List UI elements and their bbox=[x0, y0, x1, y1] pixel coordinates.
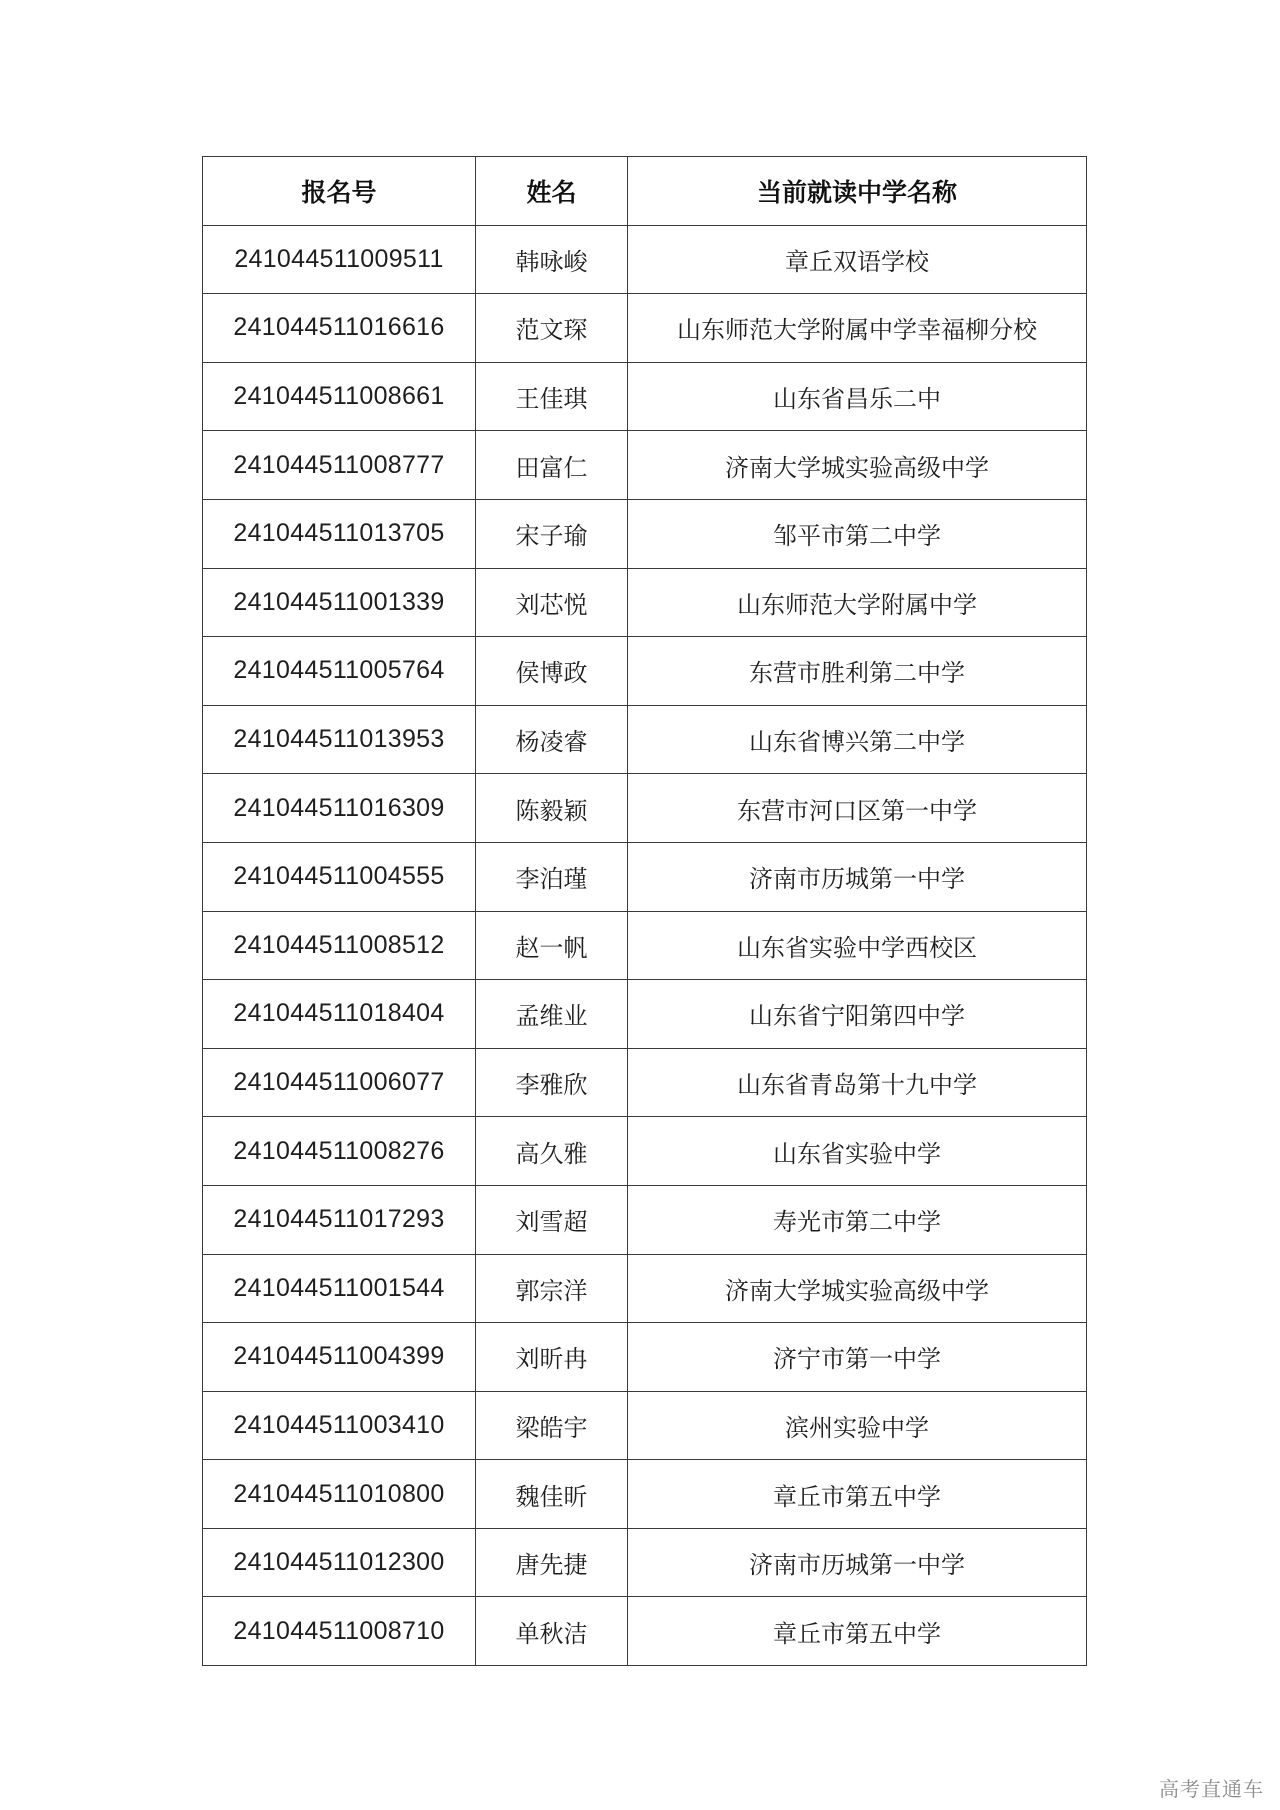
school-name-cell: 山东省昌乐二中 bbox=[628, 362, 1087, 431]
watermark-text: 高考直通车 bbox=[1159, 1777, 1264, 1801]
student-name-cell: 范文琛 bbox=[476, 294, 628, 363]
school-name-cell: 济南大学城实验高级中学 bbox=[628, 431, 1087, 500]
student-name-cell: 王佳琪 bbox=[476, 362, 628, 431]
table-row bbox=[203, 1460, 1087, 1529]
student-name-cell: 孟维业 bbox=[476, 980, 628, 1049]
student-name-cell: 郭宗洋 bbox=[476, 1254, 628, 1323]
student-name-cell: 单秋洁 bbox=[476, 1597, 628, 1666]
registration-number-cell: 241044511003410 bbox=[203, 1391, 476, 1460]
table-row bbox=[203, 980, 1087, 1049]
registration-number-cell: 241044511012300 bbox=[203, 1528, 476, 1597]
registration-number-cell: 241044511004399 bbox=[203, 1323, 476, 1392]
header-name: 姓名 bbox=[476, 157, 628, 226]
student-name-cell: 韩咏峻 bbox=[476, 225, 628, 294]
school-name-cell: 章丘双语学校 bbox=[628, 225, 1087, 294]
header-registration-number: 报名号 bbox=[203, 157, 476, 226]
table-row bbox=[203, 568, 1087, 637]
student-name-cell: 魏佳昕 bbox=[476, 1460, 628, 1529]
table-row bbox=[203, 1117, 1087, 1186]
school-name-cell: 东营市河口区第一中学 bbox=[628, 774, 1087, 843]
registration-number-cell: 241044511008512 bbox=[203, 911, 476, 980]
registration-number-cell: 241044511001544 bbox=[203, 1254, 476, 1323]
registration-number-cell: 241044511005764 bbox=[203, 637, 476, 706]
student-name-cell: 陈毅颖 bbox=[476, 774, 628, 843]
school-name-cell: 山东省实验中学 bbox=[628, 1117, 1087, 1186]
school-name-cell: 济南市历城第一中学 bbox=[628, 1528, 1087, 1597]
table-body bbox=[203, 225, 1087, 1665]
table-row bbox=[203, 362, 1087, 431]
header-school-name: 当前就读中学名称 bbox=[628, 157, 1087, 226]
table-row bbox=[203, 1048, 1087, 1117]
table-row bbox=[203, 774, 1087, 843]
table-row bbox=[203, 1597, 1087, 1666]
registration-number-cell: 241044511001339 bbox=[203, 568, 476, 637]
student-name-cell: 李雅欣 bbox=[476, 1048, 628, 1117]
student-name-cell: 宋子瑜 bbox=[476, 499, 628, 568]
registration-number-cell: 241044511018404 bbox=[203, 980, 476, 1049]
table-row bbox=[203, 499, 1087, 568]
registration-number-cell: 241044511010800 bbox=[203, 1460, 476, 1529]
school-name-cell: 山东省宁阳第四中学 bbox=[628, 980, 1087, 1049]
school-name-cell: 济南大学城实验高级中学 bbox=[628, 1254, 1087, 1323]
registration-number-cell: 241044511009511 bbox=[203, 225, 476, 294]
school-name-cell: 山东省青岛第十九中学 bbox=[628, 1048, 1087, 1117]
table-header-row bbox=[203, 157, 1087, 226]
school-name-cell: 章丘市第五中学 bbox=[628, 1460, 1087, 1529]
registration-number-cell: 241044511016616 bbox=[203, 294, 476, 363]
student-name-cell: 杨凌睿 bbox=[476, 705, 628, 774]
table-row bbox=[203, 1254, 1087, 1323]
table-row bbox=[203, 705, 1087, 774]
table-header bbox=[203, 157, 1087, 226]
school-name-cell: 山东省实验中学西校区 bbox=[628, 911, 1087, 980]
student-name-cell: 唐先捷 bbox=[476, 1528, 628, 1597]
table-row bbox=[203, 1528, 1087, 1597]
table-row bbox=[203, 431, 1087, 500]
registration-number-cell: 241044511008710 bbox=[203, 1597, 476, 1666]
school-name-cell: 章丘市第五中学 bbox=[628, 1597, 1087, 1666]
student-name-cell: 侯博政 bbox=[476, 637, 628, 706]
student-name-cell: 刘昕冉 bbox=[476, 1323, 628, 1392]
student-name-cell: 赵一帆 bbox=[476, 911, 628, 980]
table-row bbox=[203, 225, 1087, 294]
registration-number-cell: 241044511008777 bbox=[203, 431, 476, 500]
registration-number-cell: 241044511013953 bbox=[203, 705, 476, 774]
table-row bbox=[203, 1391, 1087, 1460]
school-name-cell: 山东师范大学附属中学 bbox=[628, 568, 1087, 637]
registration-number-cell: 241044511004555 bbox=[203, 842, 476, 911]
table-row bbox=[203, 842, 1087, 911]
student-name-cell: 田富仁 bbox=[476, 431, 628, 500]
table-row bbox=[203, 1323, 1087, 1392]
registration-number-cell: 241044511017293 bbox=[203, 1185, 476, 1254]
school-name-cell: 济南市历城第一中学 bbox=[628, 842, 1087, 911]
student-name-cell: 刘雪超 bbox=[476, 1185, 628, 1254]
student-name-cell: 刘芯悦 bbox=[476, 568, 628, 637]
table-row bbox=[203, 637, 1087, 706]
school-name-cell: 东营市胜利第二中学 bbox=[628, 637, 1087, 706]
table-row bbox=[203, 911, 1087, 980]
registration-number-cell: 241044511016309 bbox=[203, 774, 476, 843]
registration-number-cell: 241044511008276 bbox=[203, 1117, 476, 1186]
school-name-cell: 邹平市第二中学 bbox=[628, 499, 1087, 568]
table-row bbox=[203, 294, 1087, 363]
admission-list-table bbox=[202, 156, 1087, 1666]
student-name-cell: 李泊瑾 bbox=[476, 842, 628, 911]
school-name-cell: 滨州实验中学 bbox=[628, 1391, 1087, 1460]
school-name-cell: 济宁市第一中学 bbox=[628, 1323, 1087, 1392]
school-name-cell: 山东省博兴第二中学 bbox=[628, 705, 1087, 774]
registration-number-cell: 241044511013705 bbox=[203, 499, 476, 568]
school-name-cell: 寿光市第二中学 bbox=[628, 1185, 1087, 1254]
school-name-cell: 山东师范大学附属中学幸福柳分校 bbox=[628, 294, 1087, 363]
table-row bbox=[203, 1185, 1087, 1254]
student-name-cell: 梁皓宇 bbox=[476, 1391, 628, 1460]
registration-number-cell: 241044511008661 bbox=[203, 362, 476, 431]
student-name-cell: 高久雅 bbox=[476, 1117, 628, 1186]
registration-number-cell: 241044511006077 bbox=[203, 1048, 476, 1117]
